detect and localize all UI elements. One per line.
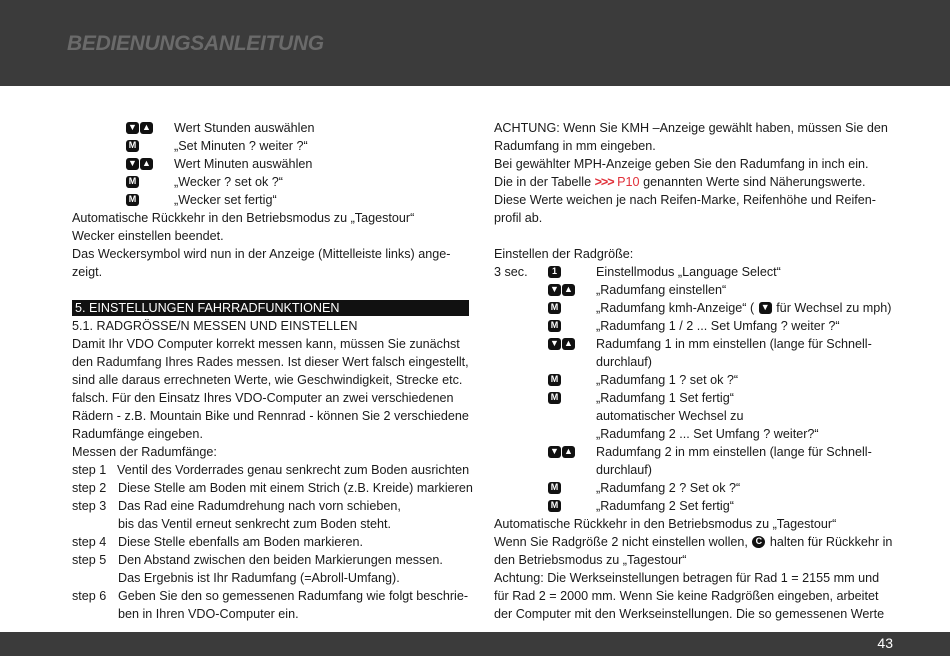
wheel-step-text: „Radumfang einstellen“: [596, 283, 727, 297]
mode-key-icon: M: [548, 320, 561, 332]
arrow-down-key-icon: ▼: [126, 122, 139, 134]
setup-line-text: Wert Minuten auswählen: [174, 157, 313, 171]
paragraph-line: den Radumfang Ihres Rades messen. Ist dieser Wert falsch eingestellt,: [72, 355, 469, 369]
arrow-down-key-icon: ▼: [548, 338, 561, 350]
right-column: [494, 119, 894, 623]
wheel-step-text: durchlauf): [596, 463, 653, 477]
key-group: [126, 176, 139, 188]
paragraph-line: Wecker einstellen beendet.: [72, 229, 224, 243]
key-1-icon: 1: [548, 266, 561, 278]
wheel-step-line: [494, 353, 894, 371]
wheel-step-line: [494, 497, 894, 515]
paragraph-line: sind alle daraus errechneten Werte, wie Geschwindigkeit, Strecke etc.: [72, 373, 463, 387]
wheel-step-text: „Radumfang kmh-Anzeige“ ( ▼ für Wechsel zu mph): [596, 301, 892, 315]
setup-line-text: „Wecker set fertig“: [174, 193, 277, 207]
step-line: [72, 515, 472, 533]
clear-key-icon: C: [752, 536, 765, 548]
closing-line: Achtung: Die Werkseinstellungen betragen für Rad 1 = 2155 mm und: [494, 571, 880, 585]
arrow-up-key-icon: ▲: [140, 122, 153, 134]
arrow-down-key-icon: ▼: [126, 158, 139, 170]
warning-line: Radumfang in mm eingeben.: [494, 139, 656, 153]
key-group: [548, 482, 561, 494]
hold-duration: 3 sec.: [494, 265, 528, 279]
subsection-title: 5.1. RADGRÖSSE/N MESSEN UND EINSTELLEN: [72, 319, 358, 333]
setup-line-text: „Set Minuten ? weiter ?“: [174, 139, 308, 153]
step-text: Diese Stelle ebenfalls am Boden markieren.: [118, 535, 364, 549]
key-group: [548, 392, 561, 404]
page-header: [0, 0, 950, 86]
step-label: step 4: [72, 535, 107, 549]
step-label: step 6: [72, 589, 107, 603]
left-column: [72, 119, 472, 623]
step-label: step 2: [72, 481, 107, 495]
wheel-step-line: [494, 443, 894, 461]
wheel-step-text: Radumfang 2 in mm einstellen (lange für Schnell-: [596, 445, 872, 459]
setup-line: [72, 137, 472, 155]
step-line: [72, 497, 472, 515]
setup-line-text: Wert Stunden auswählen: [174, 121, 315, 135]
closing-line: Wenn Sie Radgröße 2 nicht einstellen wollen, C halten für Rückkehr in: [494, 535, 893, 549]
step-label: step 1: [72, 463, 107, 477]
closing-line: den Betriebsmodus zu „Tagestour“: [494, 553, 687, 567]
mode-key-icon: M: [548, 392, 561, 404]
warning-line: Bei gewählter MPH-Anzeige geben Sie den Radumfang in inch ein.: [494, 157, 869, 171]
wheel-step-text: „Radumfang 1 Set fertig“: [596, 391, 734, 405]
step-line: [72, 479, 472, 497]
step-line: [72, 605, 472, 623]
step-text: Ventil des Vorderrades genau senkrecht zum Boden ausrichten: [117, 463, 470, 477]
step-line: [72, 587, 472, 605]
step-line: [72, 533, 472, 551]
wheel-step-line: [494, 407, 894, 425]
section-title: 5. EINSTELLUNGEN FAHRRADFUNKTIONEN: [72, 300, 469, 316]
page-number: 43: [877, 635, 893, 651]
wheel-step-line: [494, 461, 894, 479]
arrow-down-key-icon: ▼: [548, 284, 561, 296]
paragraph-line: Das Weckersymbol wird nun in der Anzeige (Mittelleiste links) ange-: [72, 247, 451, 261]
wheel-step-text: automatischer Wechsel zu: [596, 409, 744, 423]
arrow-down-key-icon: ▼: [759, 302, 772, 314]
setup-line: [72, 119, 472, 137]
wheel-step-text: „Radumfang 1 ? set ok ?“: [596, 373, 739, 387]
arrow-up-key-icon: ▲: [562, 446, 575, 458]
wheel-step-text: Einstellmodus „Language Select“: [596, 265, 781, 279]
key-group: [548, 284, 575, 296]
setup-line: [72, 155, 472, 173]
wheel-step-line: [494, 263, 894, 281]
wheel-step-line: [494, 281, 894, 299]
wheel-step-line: [494, 479, 894, 497]
step-text: Das Rad eine Radumdrehung nach vorn schieben,: [118, 499, 401, 513]
step-line: [72, 461, 472, 479]
wheel-step-line: [494, 317, 894, 335]
paragraph-line: zeigt.: [72, 265, 103, 279]
mode-key-icon: M: [126, 194, 139, 206]
step-text: Geben Sie den so gemessenen Radumfang wie folgt beschrie-: [118, 589, 469, 603]
step-line: [72, 551, 472, 569]
key-group: [126, 122, 153, 134]
table-reference-line: [494, 173, 894, 191]
header-title: BEDIENUNGSANLEITUNG: [67, 32, 324, 55]
key-group: [126, 194, 139, 206]
mode-key-icon: M: [548, 374, 561, 386]
warning-line: Diese Werte weichen je nach Reifen-Marke, Reifenhöhe und Reifen-: [494, 193, 876, 207]
step-text: ben in Ihren VDO-Computer ein.: [118, 607, 299, 621]
page-footer: [0, 632, 950, 656]
step-label: step 3: [72, 499, 107, 513]
warning-line: profil ab.: [494, 211, 543, 225]
wheel-step-text: „Radumfang 2 ... Set Umfang ? weiter?“: [596, 427, 819, 441]
arrow-up-key-icon: ▲: [562, 338, 575, 350]
wheel-step-text: „Radumfang 2 Set fertig“: [596, 499, 734, 513]
wheel-step-line: [494, 335, 894, 353]
page-reference: P10: [617, 175, 640, 189]
step-line: [72, 569, 472, 587]
ref-arrow-icon: >>>: [594, 175, 614, 189]
paragraph-line: Damit Ihr VDO Computer korrekt messen kann, müssen Sie zunächst: [72, 337, 460, 351]
mode-key-icon: M: [548, 302, 561, 314]
closing-line: der Computer mit den Werkseinstellungen. Die so gemessenen Werte: [494, 607, 885, 621]
wheel-heading: Einstellen der Radgröße:: [494, 247, 634, 261]
step-text: Diese Stelle am Boden mit einem Strich (z.B. Kreide) markieren: [118, 481, 473, 495]
step-label: step 5: [72, 553, 107, 567]
wheel-step-line: [494, 299, 894, 317]
setup-line: [72, 173, 472, 191]
wheel-step-text: Radumfang 1 in mm einstellen (lange für Schnell-: [596, 337, 872, 351]
wheel-step-text: durchlauf): [596, 355, 653, 369]
step-text: Den Abstand zwischen den beiden Markierungen messen.: [118, 553, 443, 567]
key-group: [548, 446, 575, 458]
wheel-step-line: [494, 389, 894, 407]
key-group: [548, 374, 561, 386]
warning-line: ACHTUNG: Wenn Sie KMH –Anzeige gewählt haben, müssen Sie den: [494, 121, 888, 135]
closing-line: Automatische Rückkehr in den Betriebsmodus zu „Tagestour“: [494, 517, 837, 531]
paragraph-line: Rädern - z.B. Mountain Bike und Rennrad - können Sie 2 verschiedene: [72, 409, 469, 423]
key-group: [548, 302, 561, 314]
mode-key-icon: M: [126, 140, 139, 152]
key-group: [548, 266, 561, 278]
paragraph-line: Messen der Radumfänge:: [72, 445, 217, 459]
wheel-step-text: „Radumfang 1 / 2 ... Set Umfang ? weiter ?“: [596, 319, 840, 333]
wheel-step-line: [494, 425, 894, 443]
setup-line: [72, 191, 472, 209]
mode-key-icon: M: [548, 500, 561, 512]
paragraph-line: Automatische Rückkehr in den Betriebsmodus zu „Tagestour“: [72, 211, 415, 225]
step-text: bis das Ventil erneut senkrecht zum Boden steht.: [118, 517, 392, 531]
closing-line: für Rad 2 = 2000 mm. Wenn Sie keine Radgrößen eingeben, arbeitet: [494, 589, 879, 603]
paragraph-line: Radumfänge eingeben.: [72, 427, 203, 441]
key-group: [126, 158, 153, 170]
setup-line-text: „Wecker ? set ok ?“: [174, 175, 283, 189]
arrow-down-key-icon: ▼: [548, 446, 561, 458]
mode-key-icon: M: [548, 482, 561, 494]
ref-text-after: genannten Werte sind Näherungswerte.: [639, 175, 866, 189]
wheel-step-text: „Radumfang 2 ? Set ok ?“: [596, 481, 741, 495]
key-group: [126, 140, 139, 152]
key-group: [548, 338, 575, 350]
key-group: [548, 320, 561, 332]
key-group: [548, 500, 561, 512]
mode-key-icon: M: [126, 176, 139, 188]
paragraph-line: falsch. Für den Einsatz Ihres VDO-Computer an zwei verschiedenen: [72, 391, 454, 405]
ref-text-before: Die in der Tabelle: [494, 175, 595, 189]
arrow-up-key-icon: ▲: [140, 158, 153, 170]
arrow-up-key-icon: ▲: [562, 284, 575, 296]
step-text: Das Ergebnis ist Ihr Radumfang (=Abroll-Umfang).: [118, 571, 400, 585]
wheel-step-line: [494, 371, 894, 389]
